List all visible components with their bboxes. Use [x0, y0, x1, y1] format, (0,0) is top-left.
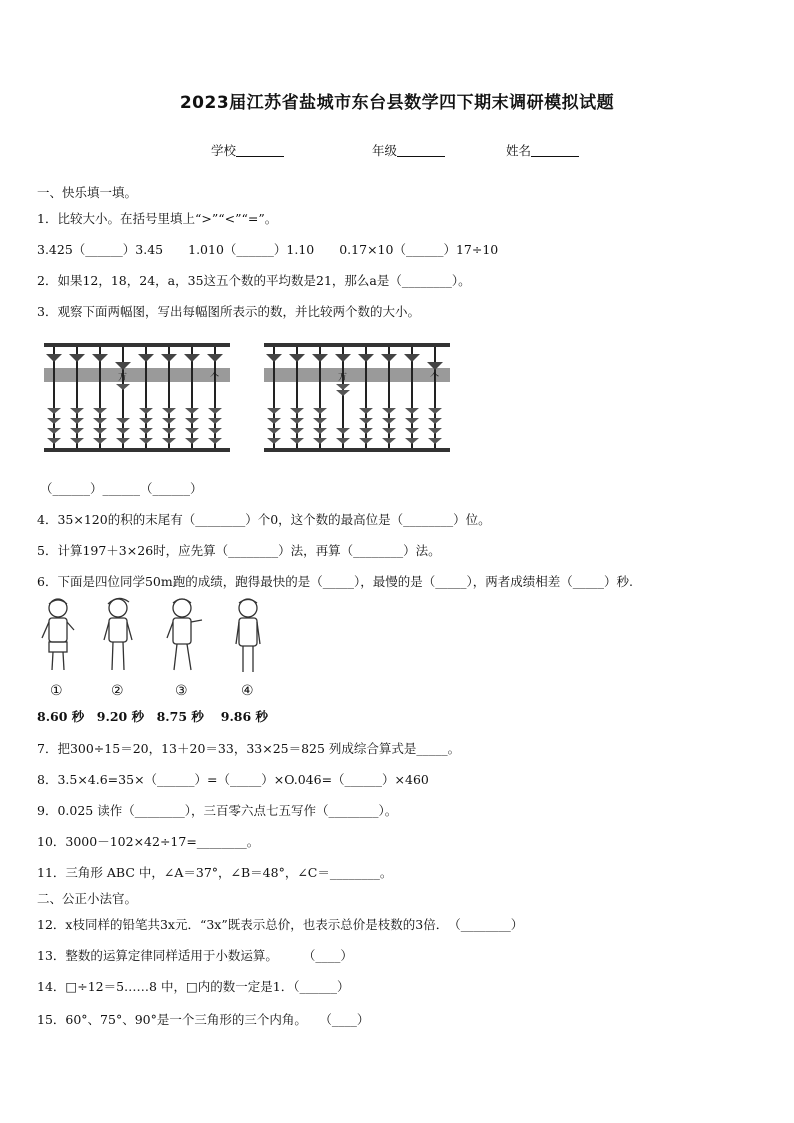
page-title: 2023届江苏省盐城市东台县数学四下期末调研模拟试题: [179, 93, 615, 113]
abacus-figure-1: [40, 340, 232, 455]
name-field: [506, 141, 579, 159]
question-1-items: 3.425（______）3.45 1.010（______）1.10 0.17×10（______）17÷10: [37, 242, 499, 257]
question-4: 4．35×120的积的末尾有（________）个0，这个数的最高位是（________）位。: [37, 512, 491, 527]
question-3-answer: （______）______（______）: [40, 481, 203, 496]
grade-field: [372, 141, 445, 159]
question-2: 2．如果12，18，24，a，35这五个数的平均数是21，那么a是（________）。: [37, 273, 471, 288]
question-1: 1．比较大小。在括号里填上“>”“<”“=”。: [37, 211, 278, 226]
school-field: [211, 141, 284, 159]
section-2-heading: 二、公正小法官。: [37, 891, 138, 906]
question-15: 15．60°、75°、90°是一个三角形的三个内角。 （____）: [37, 1012, 370, 1027]
kid-2-label: ②: [111, 683, 124, 699]
name-label: 姓名: [506, 143, 532, 158]
kid-3-label: ③: [175, 683, 188, 699]
question-14: 14．□÷12＝5……8 中，□内的数一定是1．（______）: [37, 979, 350, 994]
question-6: 6．下面是四位同学50m跑的成绩，跑得最快的是（_____），最慢的是（_____），两者成绩相差（_____）秒.: [37, 574, 633, 589]
kid-1-label: ①: [50, 683, 63, 699]
school-blank[interactable]: [236, 143, 284, 157]
kid-4-label: ④: [241, 683, 254, 699]
question-11: 11．三角形 ABC 中，∠A＝37°，∠B＝48°，∠C＝________。: [37, 865, 393, 880]
runners-illustration: [34, 594, 274, 702]
grade-label: 年级: [372, 143, 398, 158]
question-10: 10．3000－102×42÷17=________。: [37, 834, 260, 849]
abacus-2-mark-wan: 万: [338, 373, 348, 383]
question-3: 3．观察下面两幅图，写出每幅图所表示的数，并比较两个数的大小。: [37, 304, 420, 319]
section-1-heading: 一、快乐填一填。: [37, 185, 138, 200]
question-5: 5．计算197＋3×26时，应先算（________）法，再算（________）法。: [37, 543, 441, 558]
question-6-times: 8.60 秒 9.20 秒 8.75 秒 9.86 秒: [37, 709, 269, 724]
question-7: 7．把300÷15＝20，13＋20＝33，33×25＝825 列成综合算式是_____。: [37, 741, 461, 756]
question-12: 12．x枝同样的铅笔共3x元．“3x”既表示总价，也表示总价是枝数的3倍． （________）: [37, 917, 524, 932]
grade-blank[interactable]: [397, 143, 445, 157]
school-label: 学校: [211, 143, 237, 158]
name-blank[interactable]: [531, 143, 579, 157]
question-9: 9．0.025 读作（________），三百零六点七五写作（________）。: [37, 803, 398, 818]
question-8: 8．3.5×4.6=35×（______）=（_____）×O.046=（______）×460: [37, 772, 429, 787]
abacus-1-mark-wan: 万: [118, 373, 128, 383]
abacus-figure-2: [260, 340, 452, 455]
abacus-1-mark-ge: 个: [210, 373, 220, 383]
abacus-2-mark-ge: 个: [430, 373, 440, 383]
question-13: 13．整数的运算定律同样适用于小数运算。 （____）: [37, 948, 353, 963]
